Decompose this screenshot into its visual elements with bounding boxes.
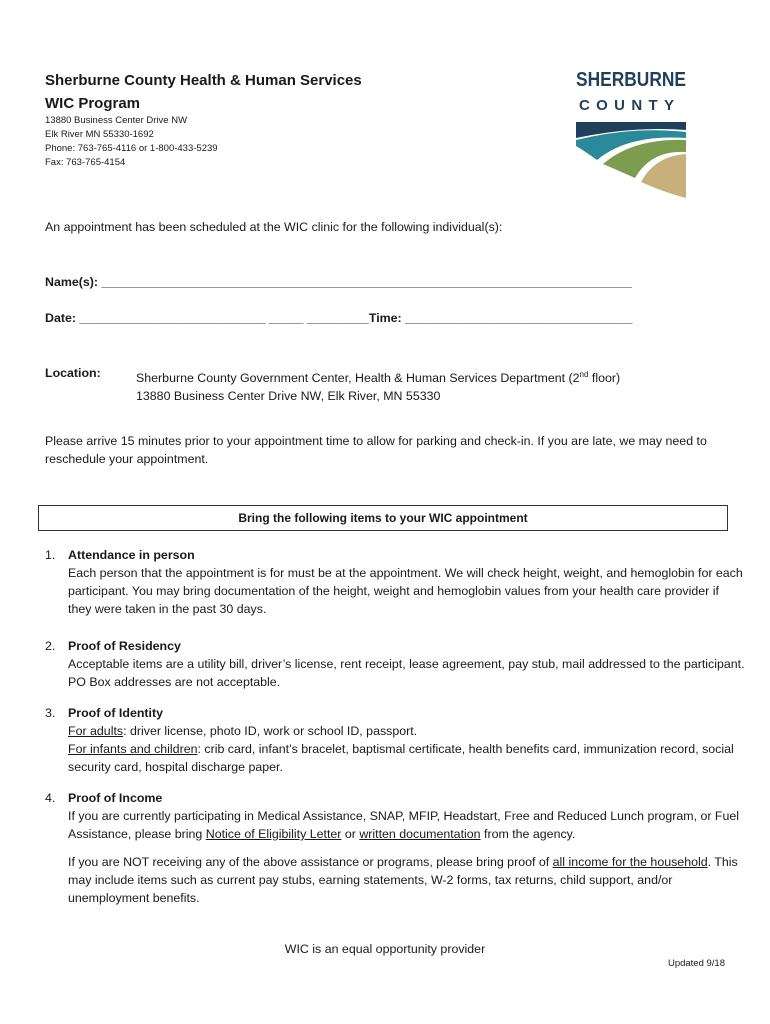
item-title: Proof of Identity xyxy=(68,706,163,720)
item-text: Each person that the appointment is for must be at the appointment. We will check height, weight, and hemoglobin for each participant. You may bring documentation of the height, weight and hemoglobin values from your health care provider if they were taken in the past 30 days. xyxy=(68,566,743,616)
date-time-field[interactable]: Date: ___________________________ _____ _________Time: _________________________________ xyxy=(45,311,633,325)
location-line-2: 13880 Business Center Drive NW, Elk River, MN 55330 xyxy=(136,389,441,404)
address-line-1: 13880 Business Center Drive NW xyxy=(45,115,188,126)
income-paragraph-2: If you are NOT receiving any of the above assistance or programs, please bring proof of all income for the household. This may include items such as current pay stubs, earning statements, W-2 forms, tax returns, child support, and/or unemployment benefits. xyxy=(68,855,738,905)
intro-text: An appointment has been scheduled at the WIC clinic for the following individual(s): xyxy=(45,220,503,234)
item-number: 2. xyxy=(45,639,56,653)
infants-line xyxy=(68,740,745,776)
names-field[interactable]: Name(s): _____________________________________________________________________________ xyxy=(45,275,633,289)
location-line-1a: Sherburne County Government Center, Health & Human Services Department (2 xyxy=(136,371,580,386)
location-label: Location: xyxy=(45,366,101,380)
written-documentation-text: written documentation xyxy=(359,827,481,841)
item-number: 1. xyxy=(45,548,56,562)
list-item xyxy=(45,704,745,776)
infants-text: : crib card, infant’s bracelet, baptismal certificate, health benefits card, immunization record, social security card, hospital discharge paper. xyxy=(68,742,734,774)
arrive-note: Please arrive 15 minutes prior to your appointment time to allow for parking and check-in. If you are late, we may need to reschedule your appointment. xyxy=(45,434,707,466)
item-number: 3. xyxy=(45,706,56,720)
location-line-1-sup: nd xyxy=(579,370,589,379)
item-title: Proof of Residency xyxy=(68,639,181,653)
updated-date: Updated 9/18 xyxy=(667,958,725,969)
income-paragraph-1: If you are currently participating in Medical Assistance, SNAP, MFIP, Headstart, Free and Reduced Lunch program, or Fuel Assistance, please bring Notice of Eligibility Letter or written documentation from the agency. xyxy=(68,809,740,841)
program-name: WIC Program xyxy=(45,95,141,112)
eligibility-letter-text: Notice of Eligibility Letter xyxy=(205,827,342,841)
all-income-text: all income for the household xyxy=(552,855,708,869)
list-item xyxy=(45,637,745,691)
logo-line-2: COUNTY xyxy=(579,97,683,114)
org-name: Sherburne County Health & Human Services xyxy=(45,72,362,89)
adults-line xyxy=(68,722,745,740)
org-header xyxy=(45,69,362,115)
item-text: Acceptable items are a utility bill, driver’s license, rent receipt, lease agreement, pay stub, mail addressed to the participant. PO Box addresses are not acceptable. xyxy=(68,657,745,689)
phone: Phone: 763-765-4116 or 1-800-433-5239 xyxy=(45,143,218,154)
sherburne-county-logo xyxy=(573,66,689,200)
infants-label: For infants and children xyxy=(68,742,198,756)
list-item xyxy=(45,789,745,907)
items-heading-box: Bring the following items to your WIC appointment xyxy=(38,505,728,531)
address-line-2: Elk River MN 55330-1692 xyxy=(45,129,154,140)
location-text xyxy=(136,366,620,405)
org-address xyxy=(45,114,218,170)
adults-text: : driver license, photo ID, work or school ID, passport. xyxy=(123,724,418,738)
equal-opportunity-footer: WIC is an equal opportunity provider xyxy=(284,942,486,956)
item-number: 4. xyxy=(45,791,56,805)
adults-label: For adults xyxy=(68,724,124,738)
list-item xyxy=(45,546,745,618)
logo-line-1: SHERBURNE xyxy=(576,69,686,91)
location-line-1b: floor) xyxy=(588,371,621,386)
item-title: Proof of Income xyxy=(68,791,163,805)
item-title: Attendance in person xyxy=(68,548,195,562)
fax: Fax: 763-765-4154 xyxy=(45,157,126,168)
